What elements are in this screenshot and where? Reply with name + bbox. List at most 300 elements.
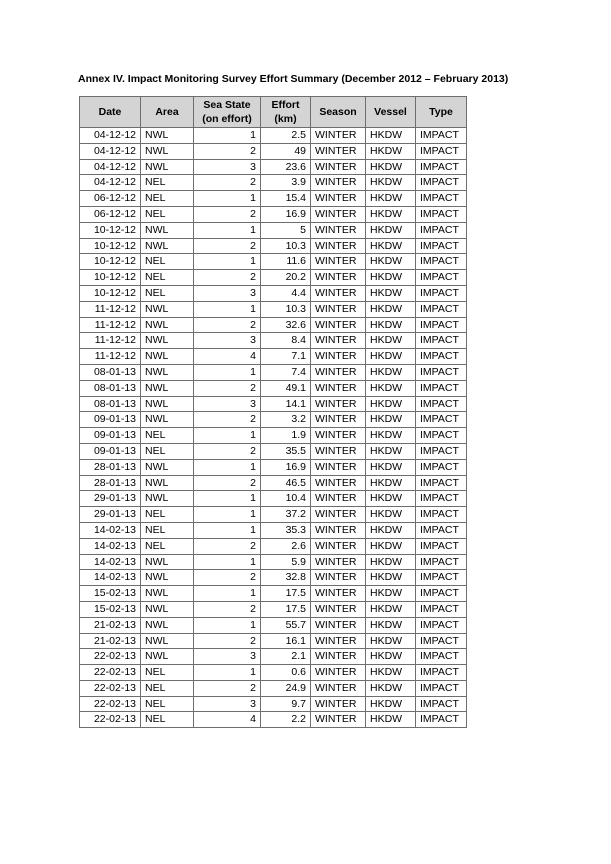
- cell-sea-state: 2: [194, 412, 261, 428]
- effort-header-line1: Effort: [271, 99, 300, 111]
- cell-sea-state: 4: [194, 349, 261, 365]
- cell-sea-state: 3: [194, 159, 261, 175]
- table-row: [80, 191, 467, 207]
- cell-date: 04-12-12: [80, 159, 141, 175]
- cell-area: NWL: [141, 491, 194, 507]
- cell-date: 10-12-12: [80, 238, 141, 254]
- cell-sea-state: 4: [194, 712, 261, 728]
- cell-season: WINTER: [311, 191, 366, 207]
- cell-type: IMPACT: [416, 443, 467, 459]
- table-row: [80, 412, 467, 428]
- cell-date: 10-12-12: [80, 285, 141, 301]
- cell-vessel: HKDW: [366, 443, 416, 459]
- cell-type: IMPACT: [416, 665, 467, 681]
- cell-type: IMPACT: [416, 254, 467, 270]
- cell-vessel: HKDW: [366, 428, 416, 444]
- cell-sea-state: 1: [194, 222, 261, 238]
- cell-vessel: HKDW: [366, 680, 416, 696]
- cell-sea-state: 2: [194, 475, 261, 491]
- cell-date: 22-02-13: [80, 665, 141, 681]
- cell-area: NEL: [141, 665, 194, 681]
- table-row: [80, 396, 467, 412]
- cell-area: NEL: [141, 175, 194, 191]
- cell-effort: 23.6: [261, 159, 311, 175]
- cell-effort: 17.5: [261, 601, 311, 617]
- cell-area: NWL: [141, 333, 194, 349]
- cell-area: NEL: [141, 443, 194, 459]
- col-header-area: Area: [141, 97, 194, 128]
- cell-effort: 24.9: [261, 680, 311, 696]
- cell-date: 22-02-13: [80, 649, 141, 665]
- table-row: [80, 254, 467, 270]
- cell-effort: 35.5: [261, 443, 311, 459]
- cell-area: NWL: [141, 586, 194, 602]
- cell-area: NEL: [141, 522, 194, 538]
- page-title: Annex IV. Impact Monitoring Survey Effort Summary (December 2012 – February 2013): [78, 73, 509, 85]
- table-row: [80, 428, 467, 444]
- cell-date: 22-02-13: [80, 712, 141, 728]
- cell-vessel: HKDW: [366, 349, 416, 365]
- table-row: [80, 680, 467, 696]
- cell-vessel: HKDW: [366, 317, 416, 333]
- cell-date: 09-01-13: [80, 443, 141, 459]
- cell-season: WINTER: [311, 522, 366, 538]
- table-row: [80, 491, 467, 507]
- cell-vessel: HKDW: [366, 522, 416, 538]
- cell-sea-state: 2: [194, 538, 261, 554]
- table-row: [80, 333, 467, 349]
- cell-season: WINTER: [311, 412, 366, 428]
- cell-type: IMPACT: [416, 159, 467, 175]
- cell-area: NWL: [141, 649, 194, 665]
- cell-season: WINTER: [311, 633, 366, 649]
- table-row: [80, 507, 467, 523]
- cell-date: 14-02-13: [80, 554, 141, 570]
- cell-effort: 37.2: [261, 507, 311, 523]
- cell-type: IMPACT: [416, 222, 467, 238]
- cell-date: 08-01-13: [80, 380, 141, 396]
- cell-season: WINTER: [311, 396, 366, 412]
- table-row: [80, 696, 467, 712]
- cell-effort: 32.6: [261, 317, 311, 333]
- cell-sea-state: 3: [194, 696, 261, 712]
- cell-vessel: HKDW: [366, 649, 416, 665]
- cell-effort: 7.1: [261, 349, 311, 365]
- cell-effort: 11.6: [261, 254, 311, 270]
- cell-date: 21-02-13: [80, 633, 141, 649]
- cell-effort: 55.7: [261, 617, 311, 633]
- cell-type: IMPACT: [416, 270, 467, 286]
- table-row: [80, 349, 467, 365]
- cell-sea-state: 1: [194, 254, 261, 270]
- cell-season: WINTER: [311, 680, 366, 696]
- cell-area: NWL: [141, 601, 194, 617]
- table-row: [80, 380, 467, 396]
- cell-season: WINTER: [311, 617, 366, 633]
- cell-area: NWL: [141, 633, 194, 649]
- cell-type: IMPACT: [416, 475, 467, 491]
- table-row: [80, 459, 467, 475]
- table-row: [80, 554, 467, 570]
- cell-vessel: HKDW: [366, 159, 416, 175]
- cell-date: 29-01-13: [80, 507, 141, 523]
- cell-date: 06-12-12: [80, 206, 141, 222]
- cell-vessel: HKDW: [366, 206, 416, 222]
- cell-sea-state: 2: [194, 206, 261, 222]
- cell-type: IMPACT: [416, 554, 467, 570]
- cell-vessel: HKDW: [366, 412, 416, 428]
- cell-sea-state: 1: [194, 191, 261, 207]
- cell-type: IMPACT: [416, 206, 467, 222]
- cell-area: NWL: [141, 349, 194, 365]
- cell-area: NEL: [141, 538, 194, 554]
- cell-vessel: HKDW: [366, 238, 416, 254]
- cell-season: WINTER: [311, 143, 366, 159]
- table-row: [80, 317, 467, 333]
- cell-vessel: HKDW: [366, 475, 416, 491]
- cell-date: 10-12-12: [80, 222, 141, 238]
- cell-sea-state: 2: [194, 570, 261, 586]
- cell-effort: 49.1: [261, 380, 311, 396]
- cell-area: NEL: [141, 191, 194, 207]
- cell-area: NEL: [141, 206, 194, 222]
- cell-date: 08-01-13: [80, 364, 141, 380]
- cell-type: IMPACT: [416, 680, 467, 696]
- table-header: [80, 97, 467, 128]
- table-row: [80, 285, 467, 301]
- cell-sea-state: 3: [194, 285, 261, 301]
- cell-type: IMPACT: [416, 491, 467, 507]
- cell-sea-state: 1: [194, 364, 261, 380]
- cell-date: 11-12-12: [80, 349, 141, 365]
- cell-area: NWL: [141, 222, 194, 238]
- cell-effort: 3.2: [261, 412, 311, 428]
- cell-effort: 5: [261, 222, 311, 238]
- cell-vessel: HKDW: [366, 491, 416, 507]
- cell-effort: 2.2: [261, 712, 311, 728]
- col-header-vessel: Vessel: [366, 97, 416, 128]
- table-row: [80, 238, 467, 254]
- cell-date: 09-01-13: [80, 412, 141, 428]
- cell-type: IMPACT: [416, 412, 467, 428]
- cell-sea-state: 2: [194, 238, 261, 254]
- cell-vessel: HKDW: [366, 191, 416, 207]
- cell-season: WINTER: [311, 507, 366, 523]
- cell-season: WINTER: [311, 601, 366, 617]
- cell-sea-state: 1: [194, 301, 261, 317]
- cell-type: IMPACT: [416, 601, 467, 617]
- cell-season: WINTER: [311, 301, 366, 317]
- cell-date: 06-12-12: [80, 191, 141, 207]
- cell-sea-state: 1: [194, 507, 261, 523]
- cell-area: NEL: [141, 680, 194, 696]
- cell-effort: 2.5: [261, 128, 311, 144]
- cell-date: 04-12-12: [80, 128, 141, 144]
- cell-effort: 16.1: [261, 633, 311, 649]
- cell-area: NWL: [141, 617, 194, 633]
- cell-vessel: HKDW: [366, 712, 416, 728]
- cell-vessel: HKDW: [366, 222, 416, 238]
- cell-vessel: HKDW: [366, 128, 416, 144]
- col-header-date: Date: [80, 97, 141, 128]
- cell-effort: 1.9: [261, 428, 311, 444]
- cell-effort: 20.2: [261, 270, 311, 286]
- cell-type: IMPACT: [416, 349, 467, 365]
- cell-season: WINTER: [311, 254, 366, 270]
- cell-sea-state: 2: [194, 317, 261, 333]
- cell-sea-state: 3: [194, 333, 261, 349]
- table-row: [80, 270, 467, 286]
- cell-vessel: HKDW: [366, 538, 416, 554]
- cell-sea-state: 1: [194, 586, 261, 602]
- cell-area: NWL: [141, 380, 194, 396]
- table-row: [80, 128, 467, 144]
- cell-effort: 16.9: [261, 459, 311, 475]
- cell-sea-state: 3: [194, 396, 261, 412]
- cell-vessel: HKDW: [366, 301, 416, 317]
- table-row: [80, 522, 467, 538]
- cell-vessel: HKDW: [366, 285, 416, 301]
- cell-season: WINTER: [311, 333, 366, 349]
- cell-effort: 15.4: [261, 191, 311, 207]
- cell-area: NEL: [141, 254, 194, 270]
- table-row: [80, 175, 467, 191]
- cell-sea-state: 1: [194, 128, 261, 144]
- table-row: [80, 364, 467, 380]
- cell-area: NWL: [141, 412, 194, 428]
- cell-type: IMPACT: [416, 586, 467, 602]
- cell-date: 04-12-12: [80, 175, 141, 191]
- cell-effort: 17.5: [261, 586, 311, 602]
- cell-sea-state: 2: [194, 270, 261, 286]
- cell-sea-state: 2: [194, 380, 261, 396]
- cell-season: WINTER: [311, 570, 366, 586]
- cell-effort: 8.4: [261, 333, 311, 349]
- cell-date: 04-12-12: [80, 143, 141, 159]
- cell-season: WINTER: [311, 380, 366, 396]
- cell-type: IMPACT: [416, 696, 467, 712]
- cell-type: IMPACT: [416, 317, 467, 333]
- cell-date: 08-01-13: [80, 396, 141, 412]
- cell-season: WINTER: [311, 364, 366, 380]
- cell-vessel: HKDW: [366, 665, 416, 681]
- cell-season: WINTER: [311, 649, 366, 665]
- cell-vessel: HKDW: [366, 459, 416, 475]
- cell-type: IMPACT: [416, 175, 467, 191]
- survey-effort-table: [79, 96, 467, 728]
- cell-season: WINTER: [311, 222, 366, 238]
- cell-season: WINTER: [311, 238, 366, 254]
- cell-sea-state: 2: [194, 601, 261, 617]
- cell-vessel: HKDW: [366, 601, 416, 617]
- table-row: [80, 633, 467, 649]
- cell-date: 15-02-13: [80, 601, 141, 617]
- cell-area: NEL: [141, 696, 194, 712]
- cell-vessel: HKDW: [366, 633, 416, 649]
- cell-season: WINTER: [311, 696, 366, 712]
- cell-sea-state: 1: [194, 491, 261, 507]
- cell-effort: 10.3: [261, 301, 311, 317]
- cell-date: 11-12-12: [80, 333, 141, 349]
- cell-effort: 0.6: [261, 665, 311, 681]
- col-header-type: Type: [416, 97, 467, 128]
- col-header-season: Season: [311, 97, 366, 128]
- cell-vessel: HKDW: [366, 396, 416, 412]
- cell-type: IMPACT: [416, 570, 467, 586]
- cell-vessel: HKDW: [366, 254, 416, 270]
- cell-area: NWL: [141, 554, 194, 570]
- table-row: [80, 712, 467, 728]
- cell-season: WINTER: [311, 586, 366, 602]
- cell-type: IMPACT: [416, 238, 467, 254]
- table-row: [80, 143, 467, 159]
- cell-date: 11-12-12: [80, 301, 141, 317]
- cell-area: NWL: [141, 475, 194, 491]
- cell-type: IMPACT: [416, 380, 467, 396]
- cell-vessel: HKDW: [366, 270, 416, 286]
- cell-effort: 5.9: [261, 554, 311, 570]
- cell-area: NWL: [141, 317, 194, 333]
- table-row: [80, 570, 467, 586]
- cell-type: IMPACT: [416, 633, 467, 649]
- cell-vessel: HKDW: [366, 586, 416, 602]
- cell-season: WINTER: [311, 475, 366, 491]
- cell-date: 14-02-13: [80, 570, 141, 586]
- cell-sea-state: 1: [194, 459, 261, 475]
- sea-state-header-line1: Sea State: [203, 99, 251, 111]
- cell-season: WINTER: [311, 665, 366, 681]
- cell-area: NEL: [141, 285, 194, 301]
- cell-season: WINTER: [311, 428, 366, 444]
- cell-season: WINTER: [311, 538, 366, 554]
- cell-sea-state: 1: [194, 554, 261, 570]
- cell-season: WINTER: [311, 175, 366, 191]
- cell-season: WINTER: [311, 270, 366, 286]
- cell-date: 10-12-12: [80, 254, 141, 270]
- cell-effort: 7.4: [261, 364, 311, 380]
- cell-area: NEL: [141, 507, 194, 523]
- cell-type: IMPACT: [416, 507, 467, 523]
- cell-vessel: HKDW: [366, 570, 416, 586]
- cell-season: WINTER: [311, 349, 366, 365]
- cell-vessel: HKDW: [366, 554, 416, 570]
- table-row: [80, 443, 467, 459]
- cell-vessel: HKDW: [366, 143, 416, 159]
- cell-date: 15-02-13: [80, 586, 141, 602]
- cell-sea-state: 1: [194, 522, 261, 538]
- col-header-sea-state: [194, 97, 261, 128]
- cell-season: WINTER: [311, 128, 366, 144]
- cell-area: NEL: [141, 428, 194, 444]
- cell-effort: 2.1: [261, 649, 311, 665]
- cell-vessel: HKDW: [366, 507, 416, 523]
- cell-vessel: HKDW: [366, 175, 416, 191]
- cell-date: 14-02-13: [80, 538, 141, 554]
- effort-header-line2: (km): [274, 113, 297, 125]
- cell-sea-state: 1: [194, 428, 261, 444]
- cell-area: NWL: [141, 459, 194, 475]
- cell-effort: 10.4: [261, 491, 311, 507]
- cell-effort: 14.1: [261, 396, 311, 412]
- cell-sea-state: 2: [194, 143, 261, 159]
- sea-state-header-line2: (on effort): [202, 113, 252, 125]
- cell-date: 14-02-13: [80, 522, 141, 538]
- cell-season: WINTER: [311, 206, 366, 222]
- cell-date: 29-01-13: [80, 491, 141, 507]
- cell-date: 22-02-13: [80, 680, 141, 696]
- cell-area: NWL: [141, 570, 194, 586]
- cell-date: 22-02-13: [80, 696, 141, 712]
- cell-type: IMPACT: [416, 428, 467, 444]
- cell-date: 10-12-12: [80, 270, 141, 286]
- table-row: [80, 206, 467, 222]
- cell-sea-state: 2: [194, 443, 261, 459]
- cell-area: NWL: [141, 143, 194, 159]
- table-row: [80, 649, 467, 665]
- cell-area: NEL: [141, 270, 194, 286]
- table-row: [80, 617, 467, 633]
- cell-effort: 46.5: [261, 475, 311, 491]
- cell-vessel: HKDW: [366, 380, 416, 396]
- cell-sea-state: 1: [194, 617, 261, 633]
- cell-effort: 4.4: [261, 285, 311, 301]
- cell-type: IMPACT: [416, 649, 467, 665]
- header-row: [80, 97, 467, 128]
- cell-sea-state: 1: [194, 665, 261, 681]
- col-header-effort: [261, 97, 311, 128]
- table-row: [80, 222, 467, 238]
- cell-area: NWL: [141, 396, 194, 412]
- cell-type: IMPACT: [416, 459, 467, 475]
- table-row: [80, 586, 467, 602]
- cell-season: WINTER: [311, 159, 366, 175]
- cell-sea-state: 2: [194, 633, 261, 649]
- cell-type: IMPACT: [416, 128, 467, 144]
- cell-area: NWL: [141, 238, 194, 254]
- cell-date: 09-01-13: [80, 428, 141, 444]
- cell-type: IMPACT: [416, 333, 467, 349]
- cell-effort: 3.9: [261, 175, 311, 191]
- cell-area: NWL: [141, 159, 194, 175]
- cell-type: IMPACT: [416, 364, 467, 380]
- cell-effort: 9.7: [261, 696, 311, 712]
- cell-season: WINTER: [311, 317, 366, 333]
- cell-area: NWL: [141, 364, 194, 380]
- cell-effort: 35.3: [261, 522, 311, 538]
- cell-date: 11-12-12: [80, 317, 141, 333]
- cell-effort: 49: [261, 143, 311, 159]
- cell-season: WINTER: [311, 712, 366, 728]
- table-row: [80, 538, 467, 554]
- cell-season: WINTER: [311, 285, 366, 301]
- cell-date: 21-02-13: [80, 617, 141, 633]
- cell-vessel: HKDW: [366, 617, 416, 633]
- cell-vessel: HKDW: [366, 696, 416, 712]
- cell-season: WINTER: [311, 554, 366, 570]
- cell-season: WINTER: [311, 491, 366, 507]
- table-row: [80, 301, 467, 317]
- cell-sea-state: 2: [194, 175, 261, 191]
- cell-type: IMPACT: [416, 191, 467, 207]
- cell-type: IMPACT: [416, 522, 467, 538]
- cell-sea-state: 3: [194, 649, 261, 665]
- cell-vessel: HKDW: [366, 333, 416, 349]
- cell-type: IMPACT: [416, 396, 467, 412]
- cell-season: WINTER: [311, 459, 366, 475]
- cell-effort: 2.6: [261, 538, 311, 554]
- cell-type: IMPACT: [416, 538, 467, 554]
- cell-season: WINTER: [311, 443, 366, 459]
